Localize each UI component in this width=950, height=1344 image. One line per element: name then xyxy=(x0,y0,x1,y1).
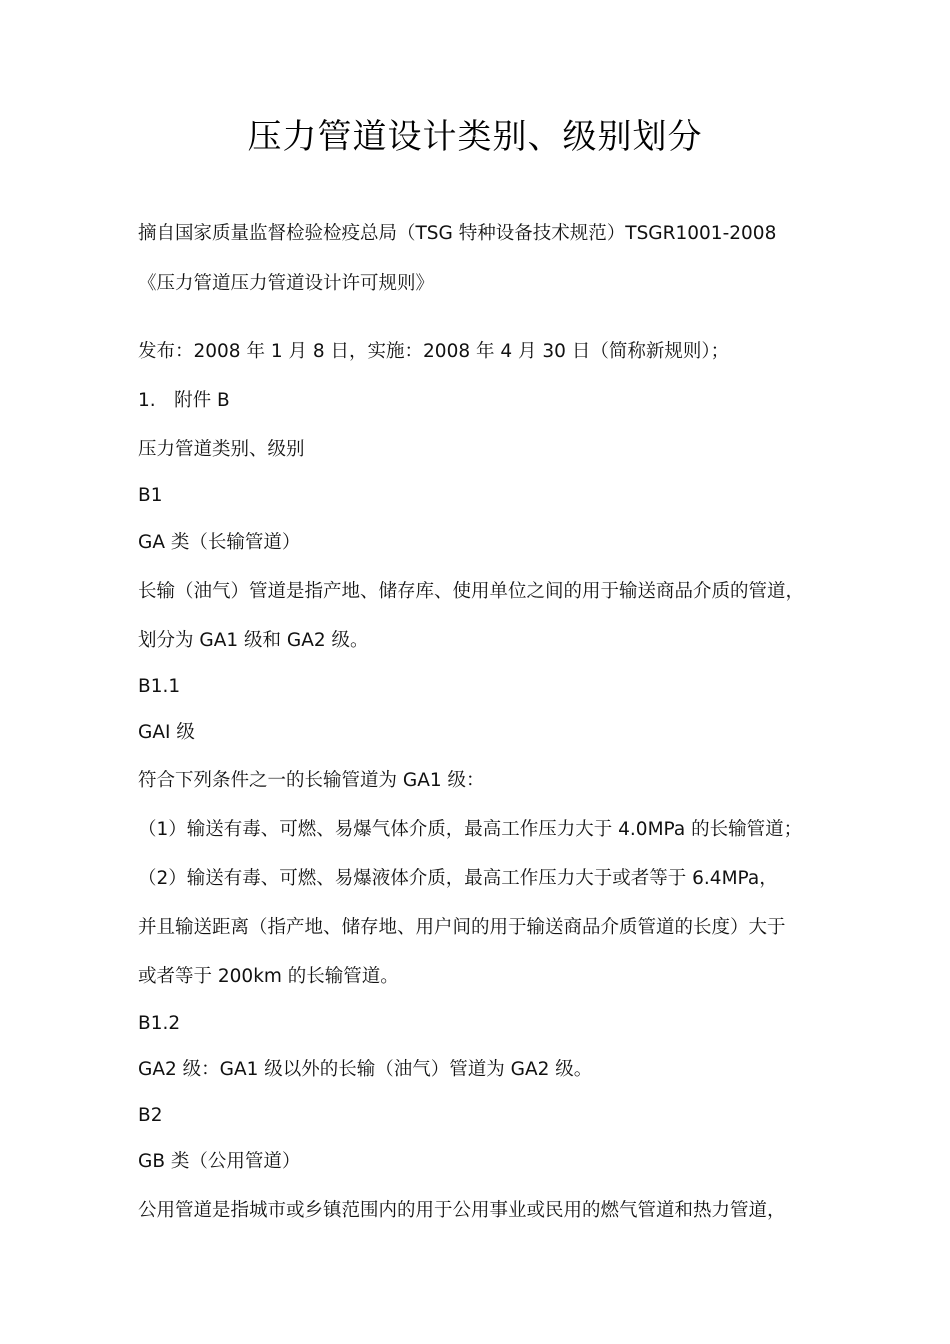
paragraph-line: 划分为 GA1 级和 GA2 级。 xyxy=(138,630,369,651)
paragraph-line: 公用管道是指城市或乡镇范围内的用于公用事业或民用的燃气管道和热力管道， xyxy=(138,1200,786,1221)
paragraph-line: GA2 级：GA1 级以外的长输（油气）管道为 GA2 级。 xyxy=(138,1059,593,1080)
document-title: 压力管道设计类别、级别划分 xyxy=(247,117,703,157)
clause-number: B1.1 xyxy=(138,676,181,697)
paragraph-line: 或者等于 200km 的长输管道。 xyxy=(138,966,399,987)
source-title-line: 《压力管道压力管道设计许可规则》 xyxy=(138,273,435,294)
category-heading: GB 类（公用管道） xyxy=(138,1151,301,1172)
paragraph-line: 并且输送距离（指产地、储存地、用户间的用于输送商品介质管道的长度）大于 xyxy=(138,917,786,938)
clause-number: B2 xyxy=(138,1105,163,1126)
clause-number: B1 xyxy=(138,485,163,506)
clause-number: B1.2 xyxy=(138,1013,181,1034)
appendix-heading: 1. 附件 B xyxy=(138,390,230,411)
level-heading: GAI 级 xyxy=(138,722,195,743)
category-heading: GA 类（长输管道） xyxy=(138,532,301,553)
publish-date-line: 发布：2008 年 1 月 8 日，实施：2008 年 4 月 30 日（简称新规则）； xyxy=(138,341,730,362)
paragraph-line: 长输（油气）管道是指产地、储存库、使用单位之间的用于输送商品介质的管道， xyxy=(138,581,805,602)
condition-item: （2）输送有毒、可燃、易爆液体介质，最高工作压力大于或者等于 6.4MPa， xyxy=(138,868,778,889)
section-heading: 压力管道类别、级别 xyxy=(138,439,305,460)
source-line: 摘自国家质量监督检验检疫总局（TSG 特种设备技术规范）TSGR1001-2008 xyxy=(138,223,777,244)
condition-item: （1）输送有毒、可燃、易爆气体介质，最高工作压力大于 4.0MPa 的长输管道； xyxy=(138,819,803,840)
paragraph-line: 符合下列条件之一的长输管道为 GA1 级： xyxy=(138,770,485,791)
